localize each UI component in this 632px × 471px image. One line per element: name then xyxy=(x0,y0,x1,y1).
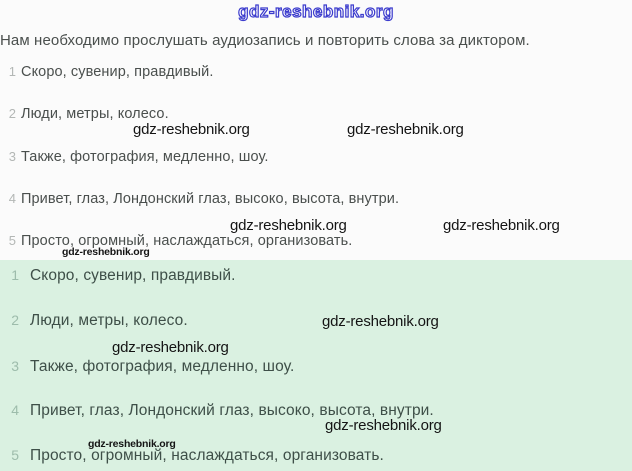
item-number: 5 xyxy=(11,447,19,463)
item-text: Люди, метры, колесо. xyxy=(30,312,188,329)
item-text: Скоро, сувенир, правдивый. xyxy=(21,64,214,80)
item-number: 2 xyxy=(11,312,19,328)
item-number: 1 xyxy=(11,267,19,283)
watermark-top: gdz-reshebnik.org xyxy=(238,2,394,21)
task-item-3 xyxy=(0,149,632,167)
item-text: Также, фотография, медленно, шоу. xyxy=(21,149,269,165)
item-text: Также, фотография, медленно, шоу. xyxy=(30,358,295,375)
watermark: gdz-reshebnik.org xyxy=(443,217,560,234)
item-text: Привет, глаз, Лондонский глаз, высоко, высота, внутри. xyxy=(30,402,434,419)
item-number: 3 xyxy=(11,358,19,374)
item-text: Просто, огромный, наслаждаться, организовать. xyxy=(21,233,353,249)
watermark: gdz-reshebnik.org xyxy=(133,121,250,138)
task-item-2 xyxy=(0,106,632,124)
item-text: Просто, огромный, наслаждаться, организовать. xyxy=(30,447,384,464)
watermark: gdz-reshebnik.org xyxy=(325,417,442,434)
item-text: Скоро, сувенир, правдивый. xyxy=(30,267,236,284)
item-number: 3 xyxy=(8,149,16,164)
item-number: 5 xyxy=(8,233,16,248)
watermark: gdz-reshebnik.org xyxy=(62,246,150,258)
answer-item-4 xyxy=(0,402,632,421)
item-number: 1 xyxy=(8,64,16,79)
item-text: Люди, метры, колесо. xyxy=(21,106,169,122)
watermark: gdz-reshebnik.org xyxy=(112,339,229,356)
watermark: gdz-reshebnik.org xyxy=(230,217,347,234)
item-text: Привет, глаз, Лондонский глаз, высоко, высота, внутри. xyxy=(21,191,400,207)
item-number: 4 xyxy=(11,402,19,418)
watermark: gdz-reshebnik.org xyxy=(347,121,464,138)
task-instruction: Нам необходимо прослушать аудиозапись и повторить слова за диктором. xyxy=(0,32,530,49)
task-item-4 xyxy=(0,191,632,209)
item-number: 2 xyxy=(8,106,16,121)
item-number: 4 xyxy=(8,191,16,206)
task-item-1 xyxy=(0,64,632,82)
watermark: gdz-reshebnik.org xyxy=(88,438,176,450)
answer-item-1 xyxy=(0,267,632,286)
watermark: gdz-reshebnik.org xyxy=(322,313,439,330)
answer-item-3 xyxy=(0,358,632,377)
answer-item-2 xyxy=(0,312,632,331)
